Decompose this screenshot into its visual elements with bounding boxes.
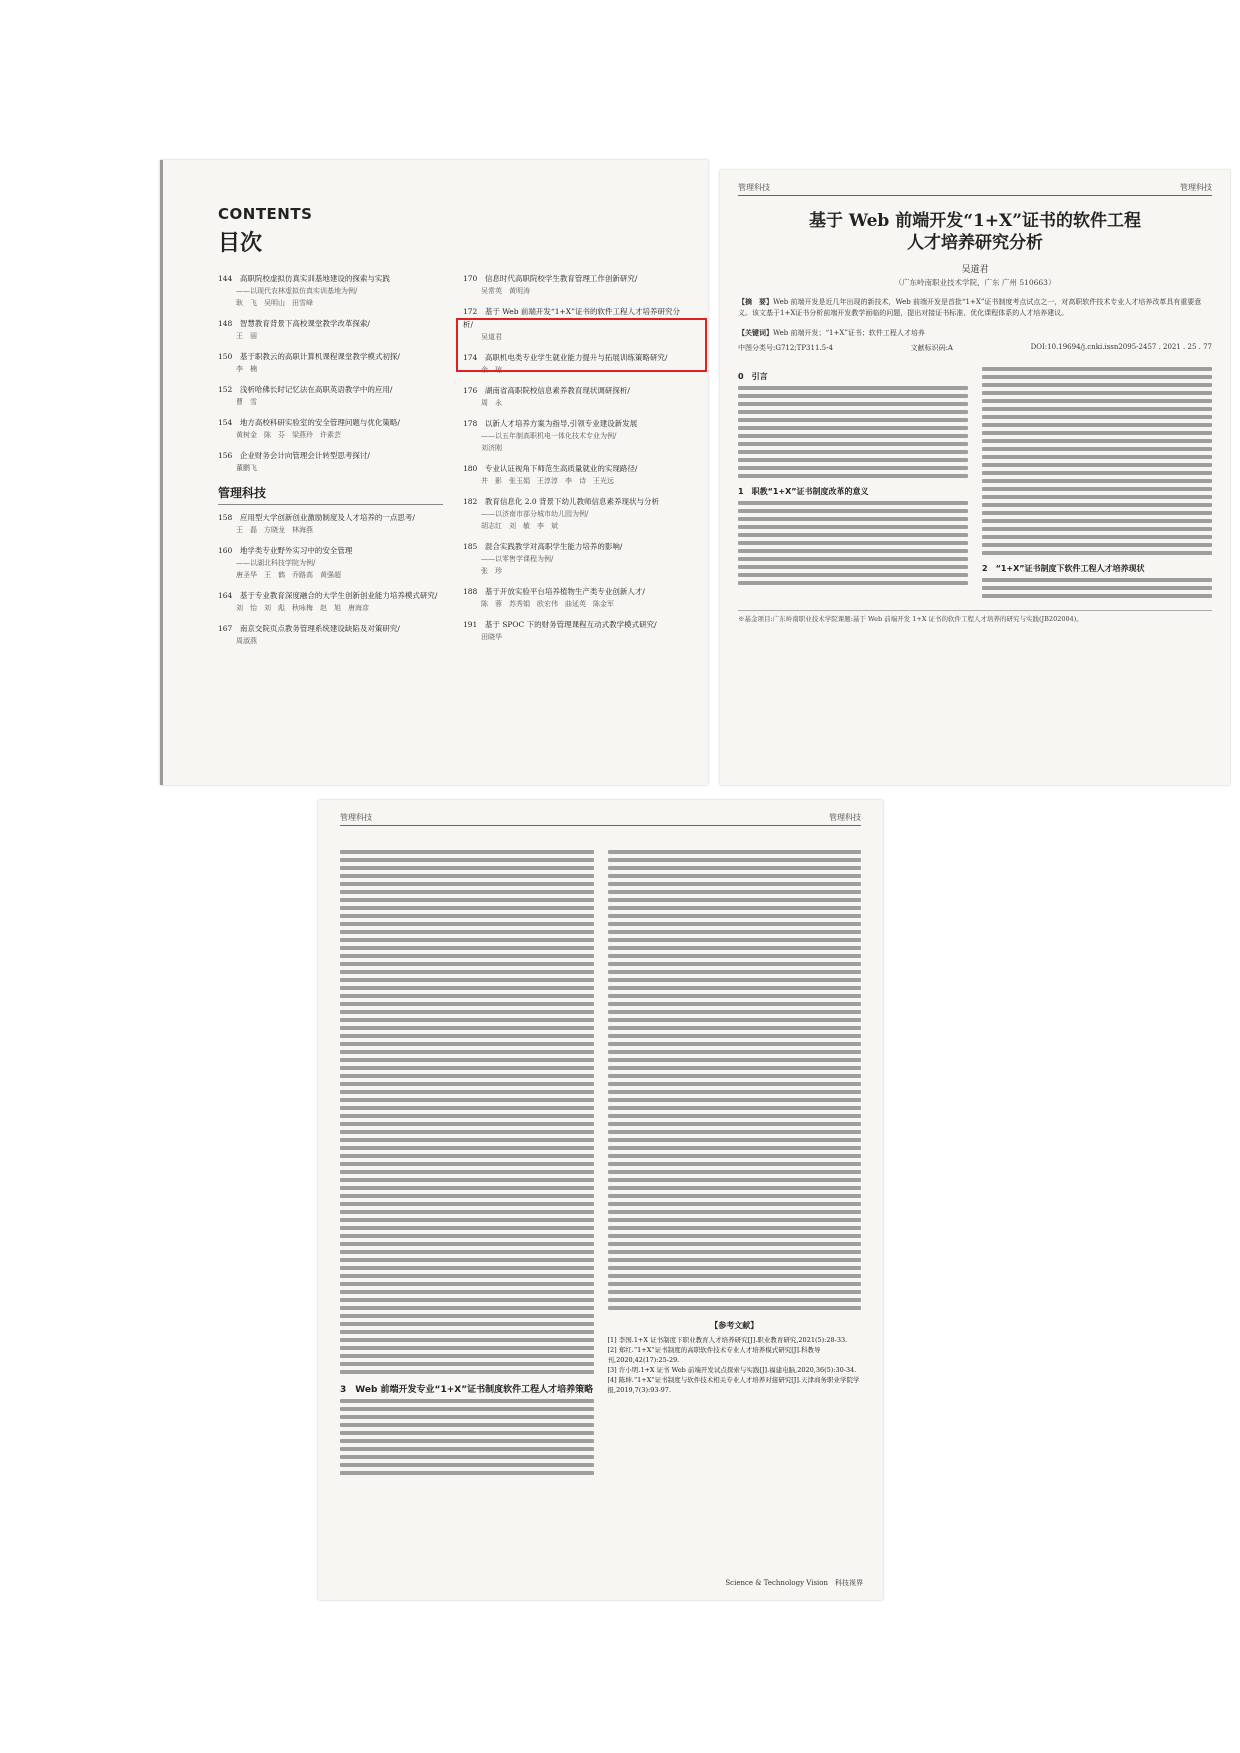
section-heading: 0 引言 <box>738 372 768 381</box>
footnote: ※基金项目:广东岭南职业技术学院课题:基于 Web 前端开发 1+X 证书的软件工程人才培养的研究与实践(JB202004)。 <box>738 610 1212 623</box>
toc-item: 158 应用型大学创新创业激励制度及人才培养的一点思考/ 王 磊 方晓龙 林海燕 <box>218 513 415 534</box>
toc-item: 182 教育信息化 2.0 背景下幼儿教师信息素养现状与分析 ——以济南市部分城市幼儿园为例/ 胡志红 刘 敏 李 斌 <box>463 497 660 530</box>
contents-heading-zh: 目次 <box>218 231 263 256</box>
toc-item: 148 智慧教育背景下高校课堂教学改革探索/ 王 丽 <box>218 319 370 340</box>
reference-item: [2] 郑红.“1+X”证书制度的高职软件技术专业人才培养模式研究[J].科教导刊,2020,42(17):25-29. <box>607 1346 821 1364</box>
toc-item: 191 基于 SPOC 下的财务管理课程互动式教学模式研究/ 田晓华 <box>463 620 657 641</box>
contents-page-scan <box>160 160 708 785</box>
section-heading: 2 “1+X”证书制度下软件工程人才培养现状 <box>982 564 1145 573</box>
toc-item: 180 专业认证视角下师范生高质量就业的实现路径/ 井 影 张玉娟 王淳淳 李 诗 王光远 <box>463 464 638 485</box>
toc-item: 176 湖南省高职院校信息素养教育现状调研探析/ 周 永 <box>463 386 630 407</box>
reference-item: [3] 许小明.1+X 证书 Web 前端开发试点探索与实践[J].福建电脑,2020,36(5):30-34. <box>607 1366 857 1374</box>
references-list <box>608 1335 862 1395</box>
running-header: 管理科技 管理科技 <box>340 812 861 826</box>
body-column-right <box>608 846 862 1479</box>
toc-section-title: 管理科技 <box>218 484 443 505</box>
highlight-box <box>456 318 707 372</box>
reference-item: [1] 李国.1+X 证书制度下职业教育人才培养研究[J].职业教育研究,2021(5):28-33. <box>607 1336 848 1344</box>
body-column-left <box>738 363 968 602</box>
body-columns <box>738 363 1212 602</box>
article-second-page-scan <box>318 800 883 1600</box>
article-affiliation: （广东岭南职业技术学院，广东 广州 510663） <box>894 278 1056 287</box>
keywords: 【关键词】Web 前端开发；“1+X”证书；软件工程人才培养 <box>738 328 925 337</box>
toc-item: 185 混合实践教学对高职学生能力培养的影响/ ——以零售学课程为例/ 张 珍 <box>463 542 623 575</box>
toc-item: 144 高职院校虚拟仿真实训基地建设的探索与实践 ——以现代农林虚拟仿真实训基地为例/ 耿 飞 吴明山 田雪峰 <box>218 274 390 307</box>
article-meta: 中图分类号:G712;TP311.5-4 文献标识码:A DOI:10.19694/j.cnki.issn2095-2457 . 2021 . 25 . 77 <box>738 343 1212 352</box>
body-columns <box>340 846 861 1479</box>
toc-item: 167 南京交院页点教务管理系统建设缺陷及对策研究/ 周淑燕 <box>218 624 400 645</box>
running-header: 管理科技 管理科技 <box>738 182 1212 196</box>
toc-item: 152 浅析哈佛长时记忆法在高职英语教学中的应用/ 曹 雪 <box>218 385 393 406</box>
toc-item: 150 基于职教云的高职计算机课程课堂教学模式初探/ 李 楠 <box>218 352 400 373</box>
contents-heading-en: CONTENTS <box>218 205 313 223</box>
references-title: 【参考文献】 <box>710 1320 759 1330</box>
toc-left-column <box>218 272 443 655</box>
toc-item: 188 基于开放实验平台培养植物生产类专业创新人才/ 陈 蓉 苏秀娟 欧宏伟 曲延英 陈金军 <box>463 587 645 608</box>
toc-item: 170 信息时代高职院校学生教育管理工作创新研究/ 吴常英 黄明涛 <box>463 274 638 295</box>
body-column-left <box>340 846 594 1479</box>
toc-item: 154 地方高校科研实验室的安全管理问题与优化策略/ 黄树金 陈 芬 梁燕玲 许素芸 <box>218 418 400 439</box>
toc-item: 160 地学类专业野外实习中的安全管理 ——以湖北科技学院为例/ 唐圣华 王 鹤 乔路高 黄强超 <box>218 546 353 579</box>
article-first-page-scan <box>720 170 1230 785</box>
toc-item: 164 基于专业教育深度融合的大学生创新创业能力培养模式研究/ 刘 怡 刘 彪 秋咏梅 赵 旭 唐海彦 <box>218 591 438 612</box>
toc-item: 156 企业财务会计向管理会计转型思考探讨/ 董鹏飞 <box>218 451 370 472</box>
article-title: 基于 Web 前端开发“1+X”证书的软件工程 人才培养研究分析 <box>808 211 1142 253</box>
reference-item: [4] 陈坤.“1+X”证书制度与软件技术相关专业人才培养对接研究[J].天津商务职业学院学报,2019,7(3):93-97. <box>607 1376 860 1394</box>
section-heading: 3 Web 前端开发专业“1+X”证书制度软件工程人才培养策略 <box>340 1385 594 1395</box>
body-column-right <box>982 363 1212 602</box>
toc-item-highlighted: 172 基于 Web 前端开发“1+X”证书的软件工程人才培养研究分析/ 吴道君 <box>463 307 680 341</box>
abstract: 【摘 要】Web 前端开发是近几年出现的新技术，Web 前端开发是首批“1+X”证书制度考点试点之一，对高职软件技术专业人才培养改革具有重要意义。该文基于1+X证书分析前端开发教学面临的问题，提出对接证书标准、优化课程体系的人才培养建议。 <box>738 297 1202 317</box>
section-heading: 1 职教“1+X”证书制度改革的意义 <box>738 487 869 496</box>
toc-item: 174 高职机电类专业学生就业能力提升与拓展训练策略研究/ 余 琼 <box>463 353 668 374</box>
article-author: 吴道君 <box>961 265 989 275</box>
journal-footer: Science & Technology Vision 科技视界 <box>725 1579 863 1587</box>
toc-item: 178 以新人才培养方案为指导,引领专业建设新发展 ——以五年制高职机电一体化技术专业为例/ 刘济刚 <box>463 419 638 452</box>
